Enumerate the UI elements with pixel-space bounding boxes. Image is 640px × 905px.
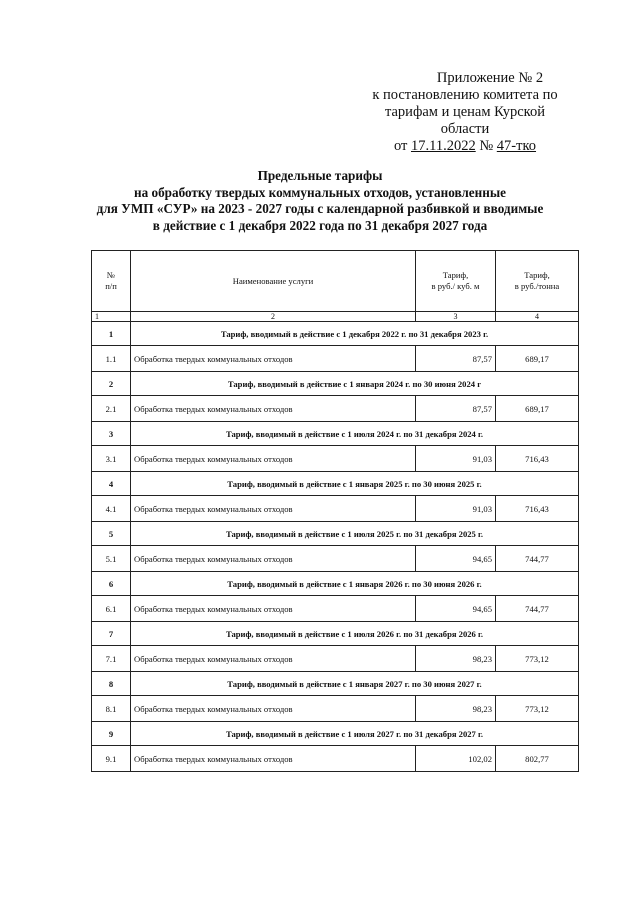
period-title: Тариф, вводимый в действие с 1 июля 2027 г. по 31 декабря 2027 г. — [131, 722, 579, 746]
title-line-1: Предельные тарифы — [257, 168, 383, 183]
item-tariff-t: 744,77 — [496, 596, 579, 622]
period-number: 6 — [92, 572, 131, 596]
item-number: 6.1 — [92, 596, 131, 622]
document-title — [70, 168, 570, 234]
item-number: 4.1 — [92, 496, 131, 522]
appendix-date: 17.11.2022 — [410, 138, 476, 154]
item-tariff-t: 802,77 — [496, 746, 579, 772]
period-row — [92, 472, 579, 496]
appendix-header — [360, 70, 570, 155]
period-number: 5 — [92, 522, 131, 546]
header-tariff-t-line-1: Тариф, — [524, 270, 550, 280]
item-service-name: Обработка твердых коммунальных отходов — [131, 496, 416, 522]
item-service-name: Обработка твердых коммунальных отходов — [131, 696, 416, 722]
item-tariff-m3: 87,57 — [416, 346, 496, 372]
title-line-2: на обработку твердых коммунальных отходов, установленные — [133, 184, 507, 200]
period-row — [92, 572, 579, 596]
period-title: Тариф, вводимый в действие с 1 января 2025 г. по 30 июня 2025 г. — [131, 472, 579, 496]
item-tariff-m3: 91,03 — [416, 446, 496, 472]
table-row — [92, 646, 579, 672]
column-numbers-row — [92, 312, 579, 322]
column-number-1: 1 — [92, 312, 131, 322]
table-row — [92, 396, 579, 422]
appendix-prefix: от — [393, 138, 408, 154]
period-number: 4 — [92, 472, 131, 496]
period-row — [92, 672, 579, 696]
appendix-line-3: тарифам и ценам Курской области — [384, 104, 545, 137]
header-tariff-m3 — [416, 251, 496, 312]
item-tariff-m3: 91,03 — [416, 496, 496, 522]
header-num-line-2: п/п — [105, 281, 117, 291]
item-service-name: Обработка твердых коммунальных отходов — [131, 646, 416, 672]
header-tariff-m3-line-2: в руб./ куб. м — [431, 281, 480, 291]
header-tariff-t — [496, 251, 579, 312]
table-row — [92, 346, 579, 372]
item-number: 7.1 — [92, 646, 131, 672]
period-number: 9 — [92, 722, 131, 746]
item-tariff-m3: 98,23 — [416, 696, 496, 722]
item-tariff-m3: 87,57 — [416, 396, 496, 422]
item-tariff-m3: 94,65 — [416, 546, 496, 572]
header-tariff-t-line-2: в руб./тонна — [514, 281, 560, 291]
appendix-decree — [360, 138, 570, 155]
appendix-no-sign: № — [479, 138, 494, 154]
table-row — [92, 596, 579, 622]
item-number: 5.1 — [92, 546, 131, 572]
column-number-3: 3 — [416, 312, 496, 322]
item-number: 1.1 — [92, 346, 131, 372]
period-row — [92, 322, 579, 346]
table-row — [92, 446, 579, 472]
appendix-number: 47-тко — [496, 138, 537, 154]
table-row — [92, 546, 579, 572]
period-title: Тариф, вводимый в действие с 1 декабря 2022 г. по 31 декабря 2023 г. — [131, 322, 579, 346]
period-row — [92, 422, 579, 446]
item-tariff-t: 716,43 — [496, 496, 579, 522]
header-service: Наименование услуги — [131, 251, 416, 312]
period-row — [92, 622, 579, 646]
item-service-name: Обработка твердых коммунальных отходов — [131, 346, 416, 372]
item-number: 2.1 — [92, 396, 131, 422]
item-service-name: Обработка твердых коммунальных отходов — [131, 446, 416, 472]
header-num — [92, 251, 131, 312]
item-service-name: Обработка твердых коммунальных отходов — [131, 746, 416, 772]
period-number: 7 — [92, 622, 131, 646]
title-line-4: в действие с 1 декабря 2022 года по 31 декабря 2027 года — [152, 217, 488, 233]
period-title: Тариф, вводимый в действие с 1 июля 2025 г. по 31 декабря 2025 г. — [131, 522, 579, 546]
item-number: 8.1 — [92, 696, 131, 722]
item-tariff-t: 773,12 — [496, 696, 579, 722]
item-tariff-m3: 98,23 — [416, 646, 496, 672]
item-service-name: Обработка твердых коммунальных отходов — [131, 546, 416, 572]
item-tariff-t: 689,17 — [496, 396, 579, 422]
header-tariff-m3-line-1: Тариф, — [442, 270, 469, 280]
table-header-row — [92, 251, 579, 312]
item-tariff-m3: 102,02 — [416, 746, 496, 772]
period-row — [92, 372, 579, 396]
period-title: Тариф, вводимый в действие с 1 июля 2024 г. по 31 декабря 2024 г. — [131, 422, 579, 446]
period-row — [92, 722, 579, 746]
period-title: Тариф, вводимый в действие с 1 января 2024 г. по 30 июня 2024 г — [131, 372, 579, 396]
column-number-4: 4 — [496, 312, 579, 322]
period-row — [92, 522, 579, 546]
tariffs-table — [91, 250, 579, 772]
item-tariff-t: 773,12 — [496, 646, 579, 672]
period-number: 2 — [92, 372, 131, 396]
item-tariff-t: 689,17 — [496, 346, 579, 372]
column-number-2: 2 — [131, 312, 416, 322]
item-number: 9.1 — [92, 746, 131, 772]
table-row — [92, 746, 579, 772]
period-title: Тариф, вводимый в действие с 1 июля 2026 г. по 31 декабря 2026 г. — [131, 622, 579, 646]
period-number: 1 — [92, 322, 131, 346]
appendix-line-2: к постановлению комитета по — [372, 87, 558, 103]
period-number: 3 — [92, 422, 131, 446]
item-tariff-t: 744,77 — [496, 546, 579, 572]
item-tariff-m3: 94,65 — [416, 596, 496, 622]
item-tariff-t: 716,43 — [496, 446, 579, 472]
period-title: Тариф, вводимый в действие с 1 января 2027 г. по 30 июня 2027 г. — [131, 672, 579, 696]
appendix-title: Приложение № 2 — [436, 70, 544, 86]
item-service-name: Обработка твердых коммунальных отходов — [131, 396, 416, 422]
period-title: Тариф, вводимый в действие с 1 января 2026 г. по 30 июня 2026 г. — [131, 572, 579, 596]
period-number: 8 — [92, 672, 131, 696]
item-service-name: Обработка твердых коммунальных отходов — [131, 596, 416, 622]
item-number: 3.1 — [92, 446, 131, 472]
title-line-3: для УМП «СУР» на 2023 - 2027 годы с календарной разбивкой и вводимые — [96, 201, 544, 216]
table-row — [92, 696, 579, 722]
table-row — [92, 496, 579, 522]
header-num-line-1: № — [106, 270, 116, 280]
